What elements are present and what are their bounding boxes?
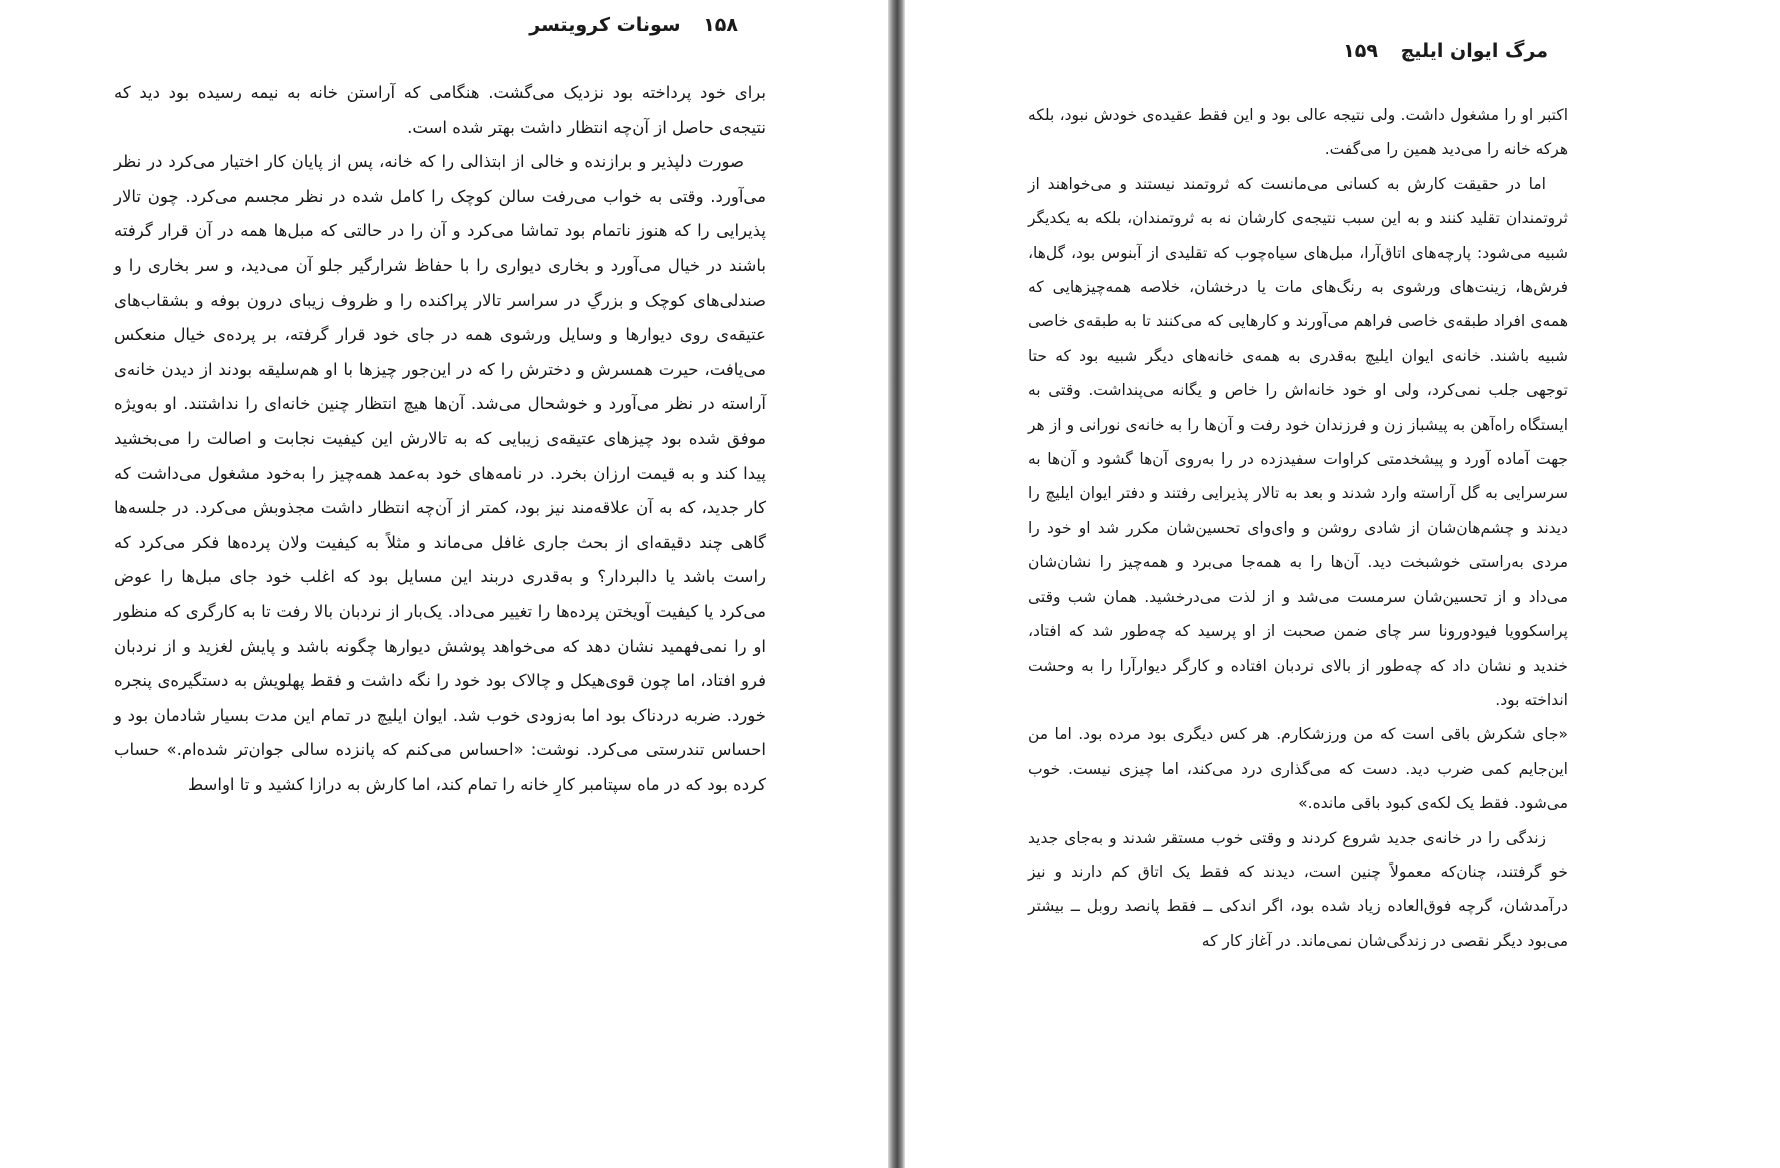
- right-page: [905, 0, 1780, 1168]
- left-page-header: [529, 14, 738, 36]
- right-running-title: مرگ ایوان ایلیچ: [1400, 40, 1548, 62]
- left-page-number: ۱۵۸: [703, 14, 738, 36]
- right-paragraph-3: «جای شکرش باقی است که من ورزشکارم. هر کس دیگری بود مرده بود. اما من این‌جایم کمی ضرب دید. دست که می‌گذاری درد می‌کند، اما چیزی نیست. خوب می‌شود. فقط یک لکه‌ی کبود باقی مانده.»: [1028, 725, 1568, 813]
- right-page-number: ۱۵۹: [1343, 40, 1378, 62]
- right-paragraph-2: اما در حقیقت کارش به کسانی می‌مانست که ثروتمند نیستند و می‌خواهند از ثروتمندان تقلید کنند و به این سبب نتیجه‌ی کارشان نه به ثروتمندان، بلکه به یکدیگر شبیه می‌شود: پارچه‌های اتاق‌آرا، مبل‌های سیاه‌چوب که تقلیدی از آبنوس بود، گل‌ها، فرش‌ها، زینت‌های ورشوی به رنگ‌های مات یا درخشان، خلاصه همه‌چیزهایی که همه‌ی افراد طبقه‌ی خاصی فراهم می‌آورند و کارهایی که می‌کنند تا به طبقه‌ی خاصی شبیه باشند. خانه‌ی ایوان ایلیچ به‌قدری به همه‌ی خانه‌های دیگر شبیه بود که حتا توجهی جلب نمی‌کرد، ولی او خود خانه‌اش را خاص و یگانه می‌پنداشت. وقتی به ایستگاه راه‌آهن به پیشباز زن و فرزندان خود رفت و آن‌ها را به خانه‌ی نورانی و از هر جهت آماده آورد و پیشخدمتی کراوات سفیدزده در را به‌روی آن‌ها گشود و آن‌ها به سرسرایی به گل آراسته وارد شدند و بعد به تالار پذیرایی رفتند و دفتر ایوان ایلیچ را دیدند و چشم‌هان‌شان از شادی روشن و وای‌وای تحسین‌شان مکرر شد او خود را مردی به‌راستی خوشبخت دید. آن‌ها را به همه‌جا می‌برد و همه‌چیز را نشان‌شان می‌داد و از تحسین‌شان سرمست می‌شد و از لذت می‌درخشید. همان شب وقتی پراسکوویا فیودورونا سر چای ضمن صحبت از او پرسید که چه‌طور شد که افتاد، خندید و نشان داد که چه‌طور از بالای نردبان افتاده و کارگر دیوارآرا را به وحشت انداخته بود.: [1028, 174, 1568, 709]
- book-spine: [888, 0, 905, 1168]
- left-paragraph-2: صورت دلپذیر و برازنده و خالی از ابتذالی را که خانه، پس از پایان کار اختیار می‌کرد در نظر می‌آورد. وقتی به خواب می‌رفت سالن کوچک را کامل شده در نظر مجسم می‌کرد. چون تالار پذیرایی را که هنوز ناتمام بود تماشا می‌کرد و آن را در حالتی که مبل‌ها همه در آن قرار گرفته باشند در خیال می‌آورد و بخاری دیواری را با حفاظ شرارگیر جلو آن می‌دید، و سر بخاری را و صندلی‌های کوچک و بزرگِ در سراسر تالار پراکنده را و ظروف زیبای درون بوفه و بشقاب‌های عتیقه‌ی روی دیوارها و وسایل ورشوی همه در جای خود قرار گرفته، بر پرده‌ی خیال منعکس می‌یافت، حیرت همسرش و دخترش را که در این‌جور چیزها با او هم‌سلیقه بودند از دیدن خانه‌ی آراسته در نظر می‌آورد و خوشحال می‌شد. آن‌ها هیچ انتظار چنین خانه‌ای را نداشتند. او به‌ویژه موفق شده بود چیزهای عتیقه‌ی زیبایی که به تالارش این کیفیت نجابت و اصالت را می‌بخشید پیدا کند و به قیمت ارزان بخرد. در نامه‌های خود به‌عمد همه‌چیز را به‌خود مشغول می‌داشت که کار جدید، که به آن علاقه‌مند نیز بود، کمتر از آن‌چه انتظار داشت مجذوبش می‌کرد. در جلسه‌ها گاهی چند دقیقه‌ای از بحث جاری غافل می‌ماند و مثلاً به کیفیت ولان پرده‌ها فکر می‌کرد که راست باشد یا دالبردار؟ و به‌قدری دربند این مسایل بود که اغلب خود جای مبل‌ها را عوض می‌کرد یا کیفیت آویختن پرده‌ها را تغییر می‌داد. یک‌بار از نردبان بالا رفت تا به کارگری که منظور او را نمی‌فهمید نشان دهد که می‌خواهد پوشش دیوارها چگونه باشد و پایش لغزید و از نردبان فرو افتاد، اما چون قوی‌هیکل و چالاک بود خود را نگه داشت و فقط پهلویش به دستگیره‌ی پنجره خورد. ضربه دردناک بود اما به‌زودی خوب شد. ایوان ایلیچ در تمام این مدت بسیار شادمان بود و احساس تندرستی می‌کرد. نوشت: «احساس می‌کنم که پانزده سالی جوان‌تر شده‌ام.» حساب کرده بود که در ماه سپتامبر کارِ خانه را تمام کند، اما کارش به درازا کشید و تا اواسط: [114, 152, 766, 794]
- right-paragraph-1: اکتبر او را مشغول داشت. ولی نتیجه عالی بود و این فقط عقیده‌ی خودش نبود، بلکه هرکه خانه را می‌دید همین را می‌گفت.: [1028, 106, 1568, 159]
- left-running-title: سونات کرویتسر: [529, 14, 681, 36]
- right-page-body: [1028, 98, 1568, 958]
- right-page-header: [1343, 40, 1548, 62]
- left-page: [0, 0, 888, 1168]
- right-paragraph-4: زندگی را در خانه‌ی جدید شروع کردند و وقتی خوب مستقر شدند و به‌جای جدید خو گرفتند، چنان‌که معمولاً چنین است، دیدند که فقط یک اتاق کم دارند و نیز درآمدشان، گرچه فوق‌العاده زیاد شده بود، اگر اندکی ــ فقط پانصد روبل ــ بیشتر می‌بود دیگر نقصی در زندگی‌شان نمی‌ماند. در آغاز کار که: [1028, 828, 1568, 950]
- left-paragraph-1: برای خود پرداخته بود نزدیک می‌گشت. هنگامی که آراستن خانه به نیمه رسیده بود دید که نتیجه‌ی حاصل از آن‌چه انتظار داشت بهتر شده است.: [114, 83, 766, 137]
- left-page-body: [114, 76, 766, 802]
